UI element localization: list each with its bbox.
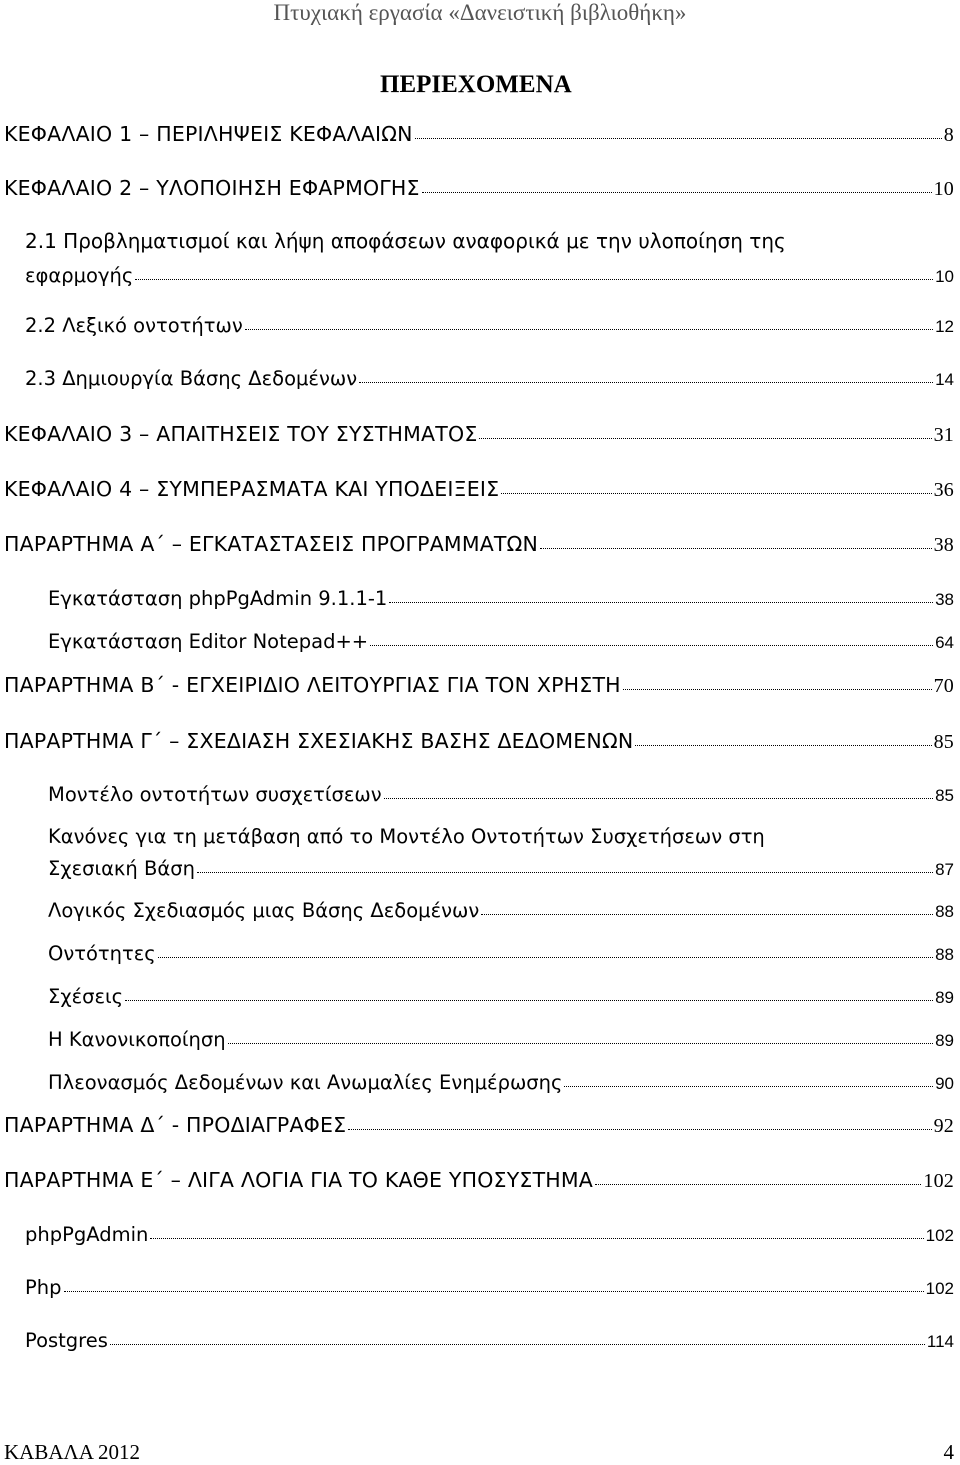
toc-entry-page: 114 — [926, 1332, 954, 1351]
toc-entry-label: ΚΕΦΑΛΑΙΟ 3 – ΑΠΑΙΤΗΣΕΙΣ ΤΟΥ ΣΥΣΤΗΜΑΤΟΣ — [4, 422, 478, 446]
toc-entry-page: 85 — [935, 786, 954, 805]
toc-entry[interactable] — [4, 422, 954, 447]
toc-entry-page: 85 — [933, 731, 954, 753]
toc-entry-page: 88 — [935, 902, 954, 921]
toc-entry-label: phpPgAdmin — [25, 1223, 149, 1246]
toc-entry-label: Πλεονασμός Δεδομένων και Ανωμαλίες Ενημέρωσης — [48, 1071, 563, 1094]
dot-leader — [245, 329, 933, 330]
dot-leader — [197, 872, 933, 873]
dot-leader — [110, 1344, 925, 1345]
toc-entry[interactable] — [4, 176, 954, 201]
dot-leader — [384, 798, 933, 799]
toc-entry-page: 89 — [935, 1031, 954, 1050]
toc-entry-page: 70 — [933, 675, 954, 697]
toc-entry-page: 31 — [933, 424, 954, 446]
dot-leader — [540, 548, 932, 549]
dot-leader — [348, 1129, 931, 1130]
toc-entry[interactable] — [4, 729, 954, 754]
toc-entry[interactable] — [25, 314, 954, 337]
toc-entry-page: 64 — [935, 633, 954, 652]
toc-entry-page: 88 — [935, 945, 954, 964]
toc-entry-page: 102 — [925, 1226, 954, 1245]
toc-entry-label: ΚΕΦΑΛΑΙΟ 4 – ΣΥΜΠΕΡΑΣΜΑΤΑ ΚΑΙ ΥΠΟΔΕΙΞΕΙΣ — [4, 477, 500, 501]
toc-entry[interactable] — [48, 1071, 954, 1094]
toc-entry[interactable] — [4, 1168, 954, 1193]
toc-entry[interactable] — [48, 985, 954, 1008]
toc-entry[interactable] — [25, 1329, 954, 1352]
dot-leader — [158, 957, 933, 958]
toc-entry-page: 102 — [925, 1279, 954, 1298]
toc-entry-page: 14 — [935, 370, 954, 389]
toc-entry[interactable] — [48, 899, 954, 922]
dot-leader — [359, 382, 933, 383]
toc-entry-label-line1: 2.1 Προβληματισμοί και λήψη αποφάσεων αναφορικά με την υλοποίηση της — [25, 229, 786, 253]
toc-entry-label: Σχεσιακή Βάση — [48, 857, 195, 880]
toc-entry-page: 92 — [933, 1115, 954, 1137]
dot-leader — [125, 1000, 933, 1001]
toc-entry[interactable] — [4, 477, 954, 502]
dot-leader — [422, 192, 932, 193]
toc-title: ΠΕΡΙΕΧΟΜΕΝΑ — [380, 71, 572, 98]
dot-leader — [135, 279, 933, 280]
toc-entry-label: ΠΑΡΑΡΤΗΜΑ Γ΄ – ΣΧΕΔΙΑΣΗ ΣΧΕΣΙΑΚΗΣ ΒΑΣΗΣ ΔΕΔΟΜΕΝΩΝ — [4, 729, 634, 753]
toc-entry[interactable] — [48, 630, 954, 653]
toc-entry-label: Postgres — [25, 1329, 108, 1352]
running-header: Πτυχιακή εργασία «Δανειστική βιβλιοθήκη» — [273, 0, 687, 25]
toc-entry[interactable] — [4, 122, 954, 147]
toc-entry-label: ΠΑΡΑΡΤΗΜΑ Β΄ - ΕΓΧΕΙΡΙΔΙΟ ΛΕΙΤΟΥΡΓΙΑΣ ΓΙΑ ΤΟΝ ΧΡΗΣΤΗ — [4, 673, 621, 697]
toc-entry-label: ΚΕΦΑΛΑΙΟ 2 – ΥΛΟΠΟΙΗΣΗ ΕΦΑΡΜΟΓΗΣ — [4, 176, 420, 200]
toc-entry-page: 38 — [933, 534, 954, 556]
dot-leader — [370, 645, 933, 646]
dot-leader — [150, 1238, 923, 1239]
toc-entry[interactable] — [25, 1276, 954, 1299]
toc-entry-page: 90 — [935, 1074, 954, 1093]
dot-leader — [595, 1184, 921, 1185]
dot-leader — [623, 689, 932, 690]
toc-entry[interactable] — [25, 1223, 954, 1246]
toc-entry-page: 10 — [933, 178, 954, 200]
toc-entry-label: Οντότητες — [48, 942, 156, 965]
toc-entry-page: 102 — [923, 1170, 954, 1192]
toc-entry[interactable] — [4, 673, 954, 698]
toc-entry-label: ΠΑΡΑΡΤΗΜΑ Ε΄ – ΛΙΓΑ ΛΟΓΙΑ ΓΙΑ ΤΟ ΚΑΘΕ ΥΠΟΣΥΣΤΗΜΑ — [4, 1168, 594, 1192]
dot-leader — [64, 1291, 924, 1292]
toc-entry-label-line1: Κανόνες για τη μετάβαση από το Μοντέλο Οντοτήτων Συσχετήσεων στη — [48, 825, 765, 848]
toc-entry[interactable] — [48, 857, 954, 880]
toc-entry[interactable] — [48, 587, 954, 610]
dot-leader — [228, 1043, 933, 1044]
toc-entry-label: Php — [25, 1276, 62, 1299]
dot-leader — [564, 1086, 933, 1087]
toc-entry[interactable] — [25, 264, 954, 287]
toc-entry-label: Λογικός Σχεδιασμός μιας Βάσης Δεδομένων — [48, 899, 480, 922]
toc-entry-page: 10 — [935, 267, 954, 286]
toc-entry-label: 2.2 Λεξικό οντοτήτων — [25, 314, 243, 337]
toc-entry-label: εφαρμογής — [25, 264, 134, 287]
toc-entry[interactable] — [48, 1028, 954, 1051]
toc-entry-page: 89 — [935, 988, 954, 1007]
toc-entry-label: Η Κανονικοποίηση — [48, 1028, 226, 1051]
toc-entry-label: Εγκατάσταση Editor Notepad++ — [48, 630, 369, 653]
toc-entry-page: 12 — [935, 317, 954, 336]
toc-entry-label: Σχέσεις — [48, 985, 124, 1008]
dot-leader — [501, 493, 931, 494]
dot-leader — [635, 745, 931, 746]
toc-entry-page: 87 — [935, 860, 954, 879]
toc-entry-page: 8 — [943, 124, 954, 146]
toc-entry-label: ΚΕΦΑΛΑΙΟ 1 – ΠΕΡΙΛΗΨΕΙΣ ΚΕΦΑΛΑΙΩΝ — [4, 122, 413, 146]
toc-entry[interactable] — [48, 942, 954, 965]
toc-entry-label: Εγκατάσταση phpPgAdmin 9.1.1-1 — [48, 587, 388, 610]
footer-page-number: 4 — [943, 1440, 954, 1464]
footer-location-year: ΚΑΒΑΛΑ 2012 — [4, 1440, 140, 1464]
dot-leader — [415, 138, 942, 139]
dot-leader — [389, 602, 933, 603]
dot-leader — [481, 914, 933, 915]
dot-leader — [479, 438, 931, 439]
toc-entry-page: 36 — [933, 479, 954, 501]
toc-entry[interactable] — [4, 1113, 954, 1138]
toc-entry[interactable] — [48, 783, 954, 806]
toc-entry[interactable] — [4, 532, 954, 557]
toc-entry[interactable] — [25, 367, 954, 390]
toc-entry-label: ΠΑΡΑΡΤΗΜΑ Δ΄ - ΠΡΟΔΙΑΓΡΑΦΕΣ — [4, 1113, 347, 1137]
toc-entry-label: Μοντέλο οντοτήτων συσχετίσεων — [48, 783, 382, 806]
toc-entry-page: 38 — [935, 590, 954, 609]
toc-entry-label: ΠΑΡΑΡΤΗΜΑ Α΄ – ΕΓΚΑΤΑΣΤΑΣΕΙΣ ΠΡΟΓΡΑΜΜΑΤΩΝ — [4, 532, 539, 556]
toc-entry-label: 2.3 Δημιουργία Βάσης Δεδομένων — [25, 367, 358, 390]
